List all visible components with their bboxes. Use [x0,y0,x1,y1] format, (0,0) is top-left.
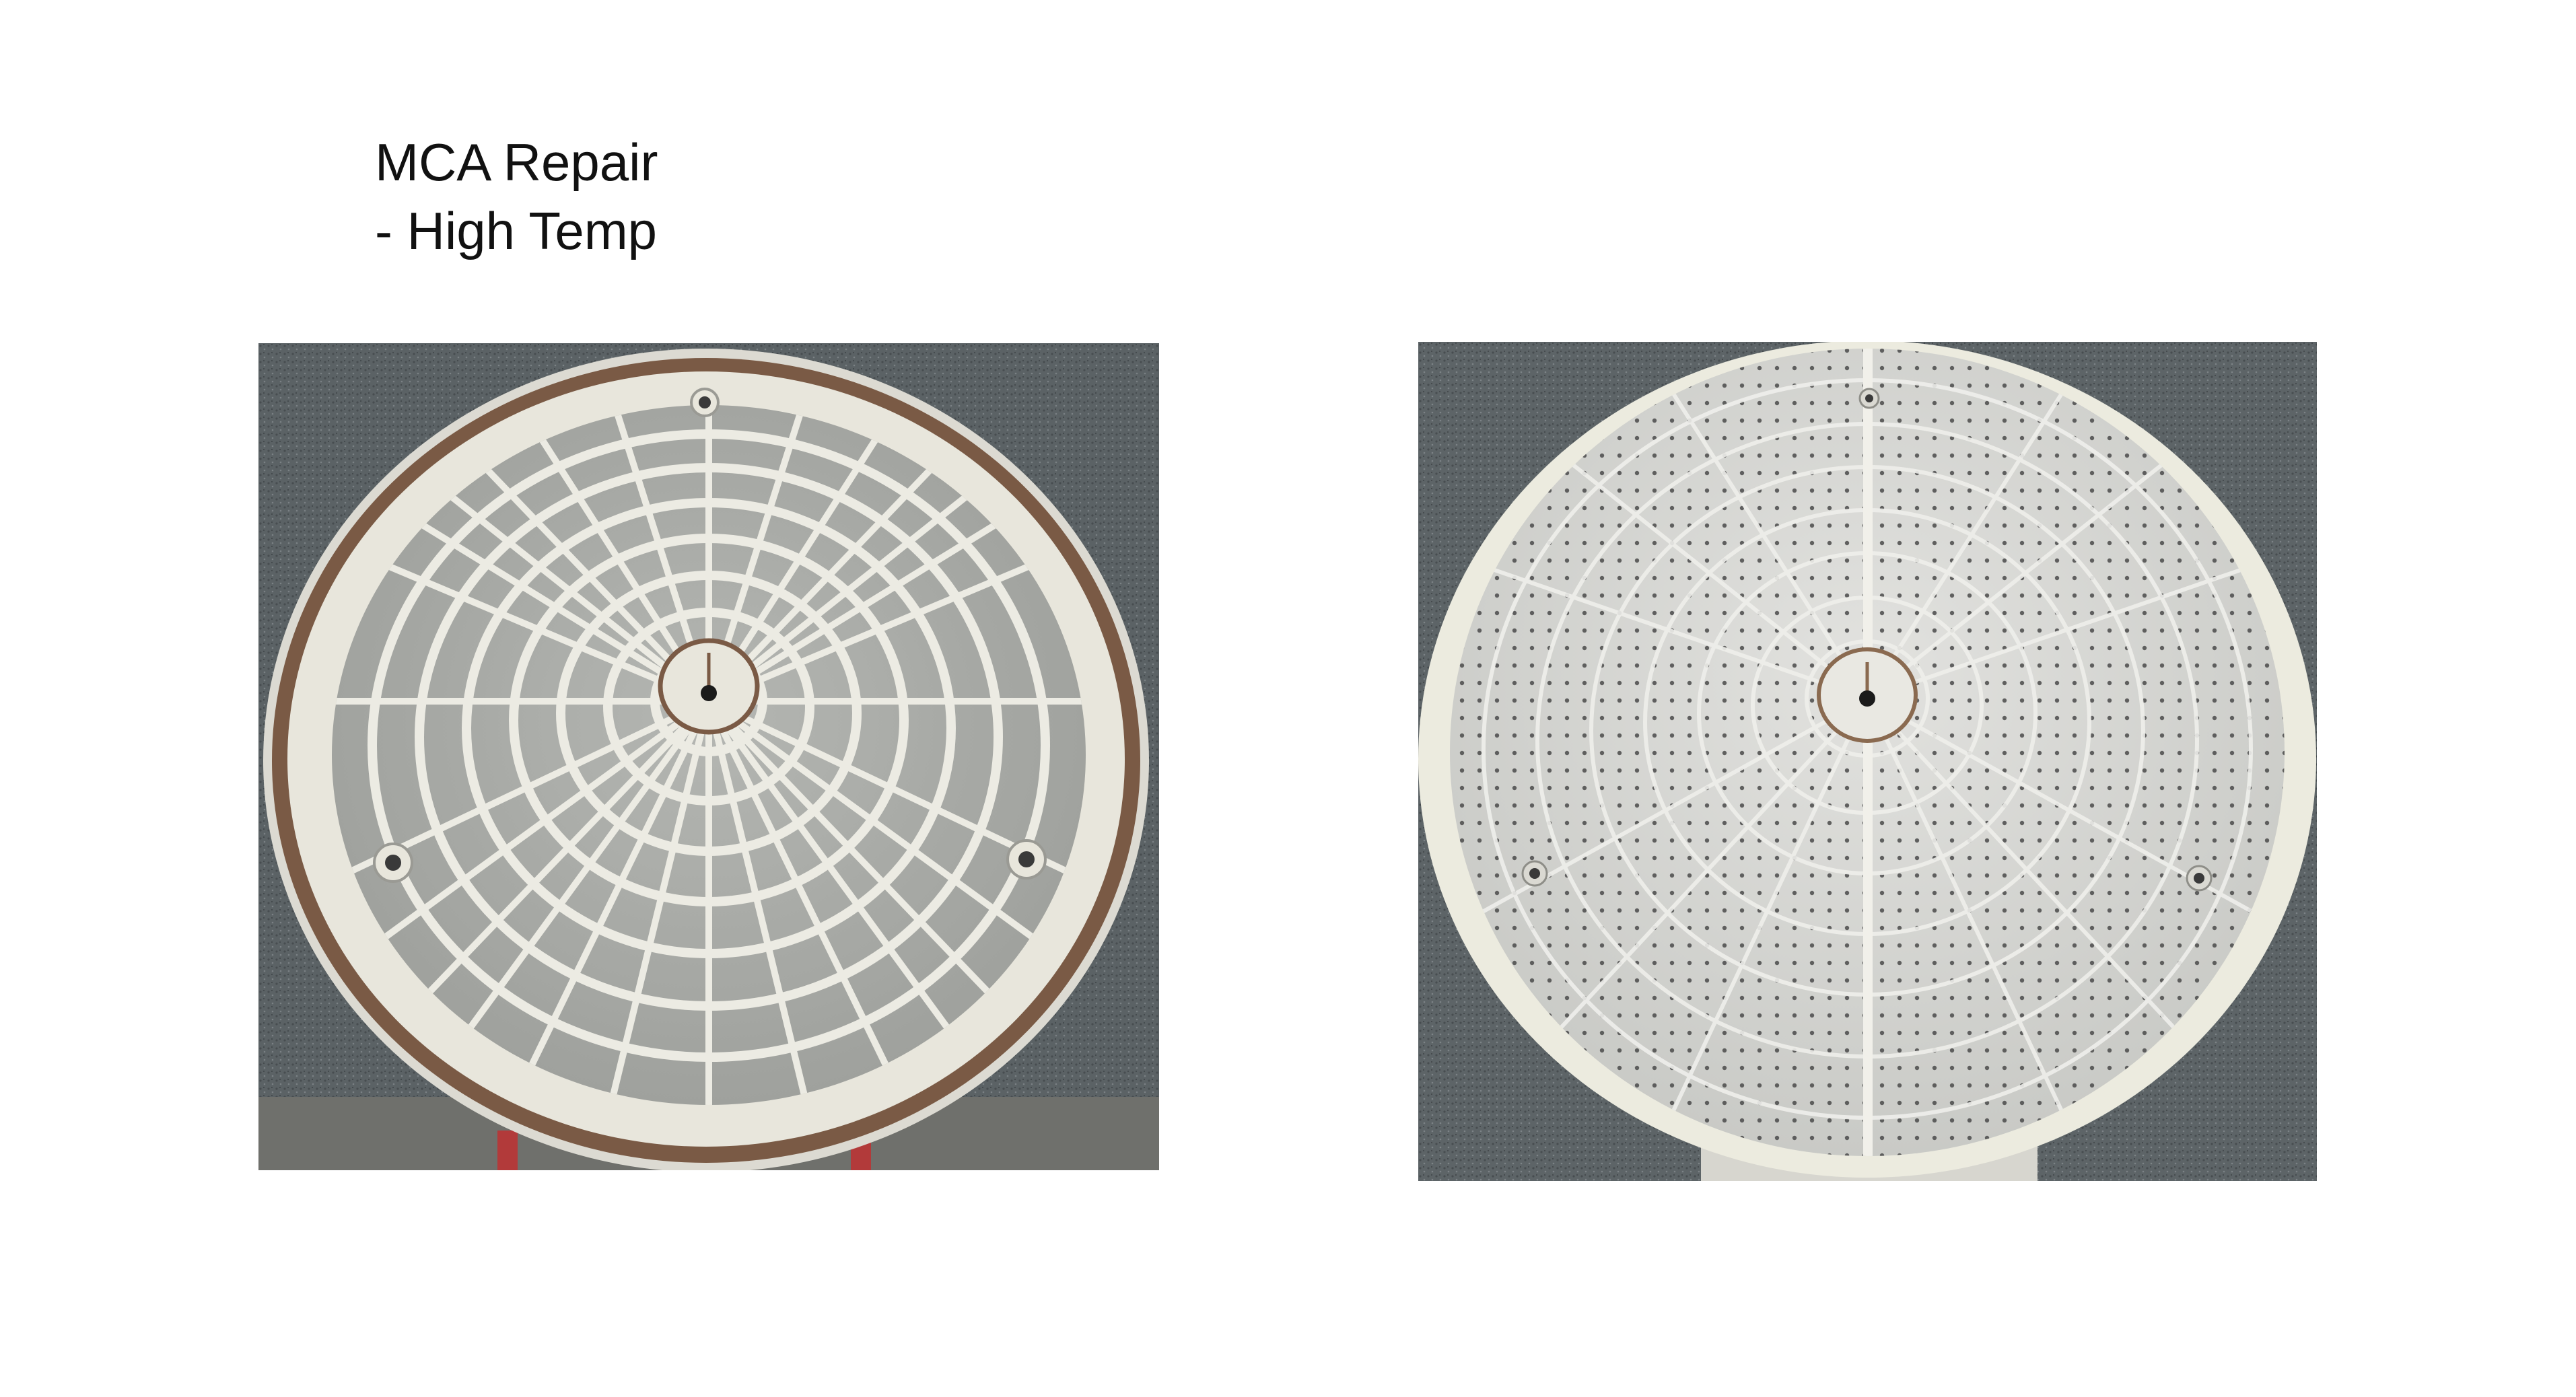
center-rib [1863,342,1873,1181]
title-line-2: - High Temp [375,201,658,260]
title-line-1: MCA Repair [375,133,658,192]
photo-plate-before [258,343,1159,1170]
plate-before-image [258,343,1159,1170]
center-hole [701,685,717,701]
red-fixture [497,1131,518,1170]
mount-hole-center [1529,868,1540,879]
mount-hole-center [2194,873,2204,884]
mount-hole-center [1865,394,1873,402]
photo-plate-after [1418,342,2317,1181]
center-hole [1859,690,1875,707]
mount-hole-center [385,855,401,871]
mount-hole-center [699,396,711,408]
mount-hole-center [1018,851,1035,867]
slide-title [375,128,658,265]
plate-after-image [1418,342,2317,1181]
